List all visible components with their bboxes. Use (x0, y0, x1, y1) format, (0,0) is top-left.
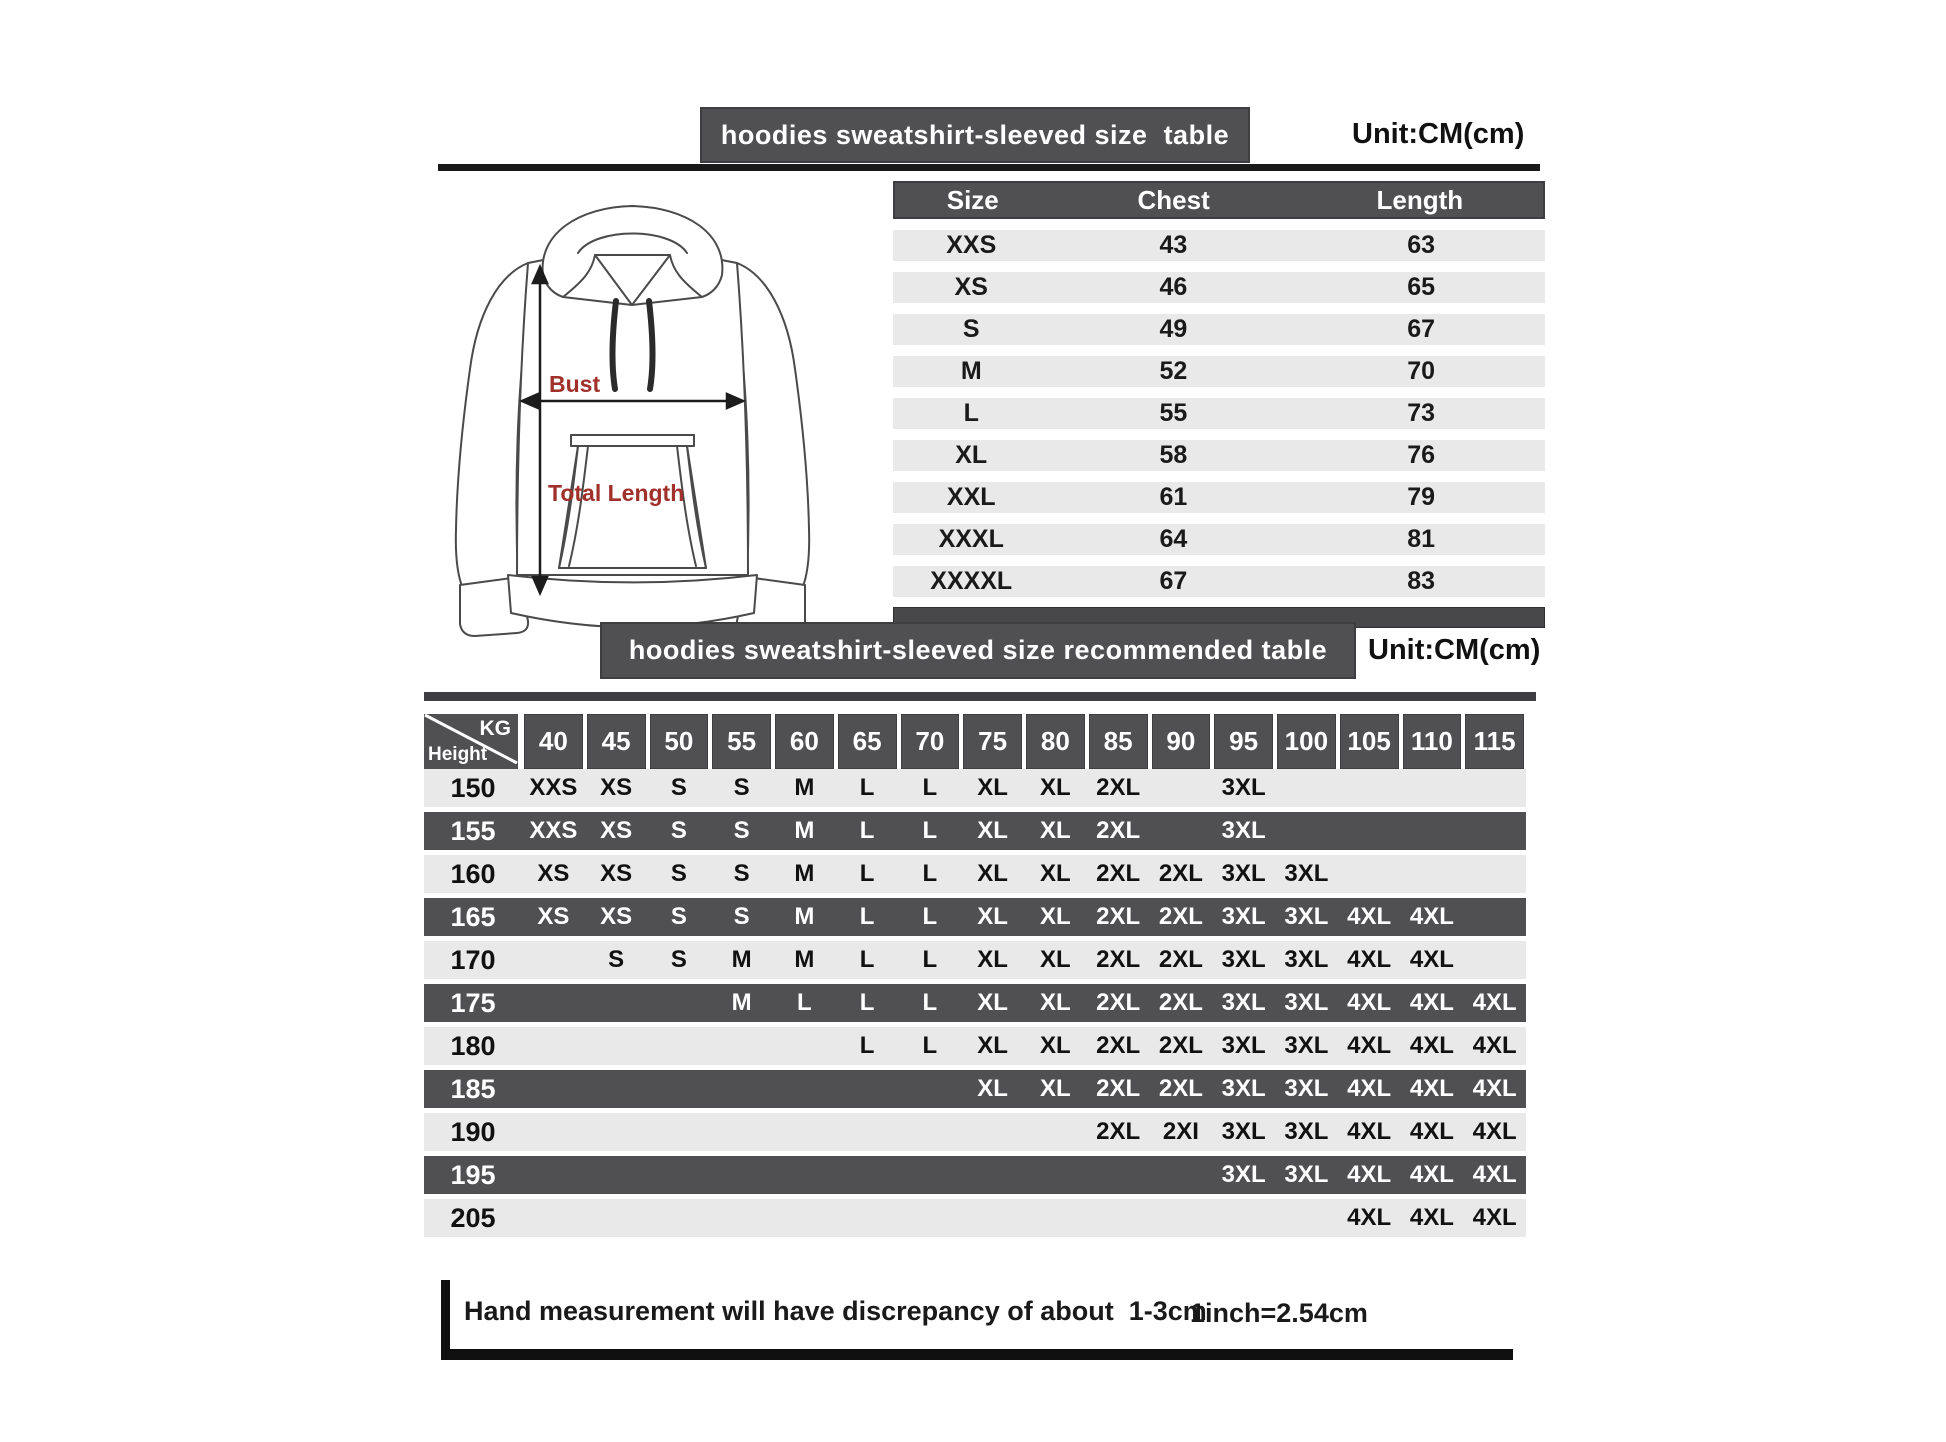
matrix-size-cell: S (733, 817, 750, 844)
hoodie-pocket (571, 435, 694, 446)
matrix-size-cell: XL (977, 1032, 1008, 1059)
hoodie-drawstring-right (649, 301, 653, 389)
weight-header-cell: 50 (650, 714, 709, 769)
matrix-size-cell: 2XL (1096, 860, 1141, 887)
matrix-size-cell: XS (600, 817, 633, 844)
matrix-size-cell: 4XL (1409, 1204, 1454, 1231)
matrix-size-cell: L (859, 817, 875, 844)
matrix-row (424, 1199, 1526, 1237)
size-table-unit-label: Unit:CM(cm) (1352, 118, 1525, 150)
length-cell: 65 (1407, 273, 1435, 301)
weight-header-cell: 70 (901, 714, 960, 769)
matrix-size-cell: 3XL (1284, 989, 1329, 1016)
length-cell: 67 (1407, 315, 1435, 343)
weight-header-cell: 90 (1152, 714, 1211, 769)
weight-header-cell: 55 (712, 714, 771, 769)
size-cell: S (962, 315, 980, 343)
divider-line-top (438, 164, 1540, 171)
matrix-size-cell: 4XL (1472, 1161, 1517, 1188)
matrix-row (424, 941, 1526, 979)
length-cell: 73 (1407, 399, 1435, 427)
matrix-size-cell: 4XL (1347, 1118, 1392, 1145)
matrix-size-cell: XL (1040, 860, 1071, 887)
matrix-size-cell: S (670, 860, 687, 887)
matrix-size-cell: 2XL (1158, 903, 1203, 930)
height-label: 190 (450, 1116, 496, 1147)
matrix-size-cell: S (733, 860, 750, 887)
hoodie-drawstring-left (612, 301, 616, 389)
matrix-size-cell: XL (1040, 817, 1071, 844)
size-table (893, 181, 1545, 628)
matrix-size-cell: 2XL (1158, 1075, 1203, 1102)
matrix-size-cell: M (731, 989, 752, 1016)
matrix-size-cell: 3XL (1284, 1161, 1329, 1188)
size-cell: XL (955, 441, 988, 469)
matrix-size-cell: 3XL (1221, 946, 1266, 973)
matrix-size-cell: XS (600, 774, 633, 801)
matrix-size-cell: S (733, 903, 750, 930)
hoodie-body (517, 252, 748, 575)
weight-header-cell: 65 (838, 714, 897, 769)
size-cell: L (963, 399, 979, 427)
matrix-size-cell: M (794, 817, 815, 844)
matrix-size-cell: M (794, 774, 815, 801)
size-table-row (893, 566, 1545, 597)
matrix-size-cell: M (794, 903, 815, 930)
matrix-size-cell: L (922, 817, 938, 844)
matrix-row (424, 812, 1526, 850)
size-table-header-size: Size (946, 184, 999, 215)
matrix-size-cell: XL (1040, 989, 1071, 1016)
matrix-size-cell: 3XL (1284, 946, 1329, 973)
chest-cell: 43 (1159, 231, 1188, 259)
height-label: 170 (450, 944, 496, 975)
matrix-size-cell: 2XL (1096, 817, 1141, 844)
matrix-size-cell: 2XL (1096, 1075, 1141, 1102)
weight-header-cell: 45 (587, 714, 646, 769)
matrix-size-cell: 4XL (1472, 1118, 1517, 1145)
matrix-size-cell: 2XL (1096, 774, 1141, 801)
matrix-size-cell: XXS (529, 817, 578, 844)
matrix-size-cell: 3XL (1221, 860, 1266, 887)
recommended-table-unit-label: Unit:CM(cm) (1368, 634, 1541, 666)
weight-header-cell: 85 (1089, 714, 1148, 769)
matrix-size-cell: 4XL (1347, 1204, 1392, 1231)
chest-cell: 49 (1159, 315, 1188, 343)
matrix-size-cell: XS (600, 860, 633, 887)
matrix-size-cell: M (794, 860, 815, 887)
height-label: 175 (450, 987, 496, 1018)
size-cell: XS (954, 273, 988, 301)
size-table-header-length: Length (1376, 184, 1464, 215)
matrix-size-cell: XS (537, 903, 570, 930)
matrix-size-cell: 2XL (1096, 946, 1141, 973)
matrix-row (424, 1027, 1526, 1065)
weight-header-cell: 115 (1465, 714, 1524, 769)
matrix-corner-cell (424, 714, 518, 769)
matrix-size-cell: L (922, 903, 938, 930)
matrix-size-cell: XL (977, 946, 1008, 973)
size-table-row (893, 272, 1545, 303)
matrix-row (424, 984, 1526, 1022)
height-label: 185 (450, 1073, 496, 1104)
matrix-size-cell: XXS (529, 774, 578, 801)
size-cell: XXXL (938, 525, 1004, 553)
height-label: 165 (450, 901, 496, 932)
matrix-size-cell: 4XL (1409, 946, 1454, 973)
matrix-size-cell: 2XI (1162, 1118, 1199, 1145)
recommended-size-matrix (424, 714, 1526, 1237)
height-label: 155 (450, 815, 496, 846)
size-cell: XXXXL (930, 567, 1013, 595)
matrix-size-cell: 2XL (1096, 989, 1141, 1016)
matrix-size-cell: L (859, 903, 875, 930)
matrix-size-cell: XL (977, 817, 1008, 844)
weight-header-cell: 110 (1403, 714, 1462, 769)
matrix-row (424, 769, 1526, 807)
size-table-row (893, 440, 1545, 471)
matrix-size-cell: 2XL (1158, 1032, 1203, 1059)
matrix-size-cell: XL (977, 774, 1008, 801)
matrix-body (424, 769, 1526, 1237)
matrix-size-cell: S (670, 903, 687, 930)
matrix-size-cell: 4XL (1409, 1118, 1454, 1145)
matrix-size-cell: 3XL (1221, 1118, 1266, 1145)
matrix-size-cell: 3XL (1221, 1032, 1266, 1059)
matrix-size-cell: XL (977, 1075, 1008, 1102)
weight-header-cell: 75 (963, 714, 1022, 769)
recommended-table-title-bar (600, 622, 1356, 679)
corner-kg-label: KG (479, 717, 511, 740)
matrix-size-cell: 4XL (1472, 1075, 1517, 1102)
matrix-size-cell: 2XL (1096, 1118, 1141, 1145)
weight-header-cell: 100 (1277, 714, 1336, 769)
matrix-size-cell: L (922, 860, 938, 887)
matrix-size-cell: XL (977, 989, 1008, 1016)
matrix-size-cell: 3XL (1284, 1032, 1329, 1059)
matrix-size-cell: 2XL (1096, 903, 1141, 930)
size-table-title: hoodies sweatshirt-sleeved size table (720, 119, 1230, 150)
recommended-table-title: hoodies sweatshirt-sleeved size recommended table (628, 635, 1328, 665)
length-cell: 81 (1407, 525, 1435, 553)
matrix-size-cell: 4XL (1347, 1161, 1392, 1188)
matrix-size-cell: XL (1040, 1075, 1071, 1102)
chest-cell: 46 (1159, 273, 1188, 301)
matrix-row (424, 1113, 1526, 1151)
matrix-header-row (424, 714, 1526, 764)
matrix-size-cell: 4XL (1347, 946, 1392, 973)
matrix-size-cell: 4XL (1472, 1032, 1517, 1059)
matrix-size-cell: XL (1040, 774, 1071, 801)
matrix-size-cell: L (922, 946, 938, 973)
matrix-row (424, 898, 1526, 936)
note-underline-bar (441, 1349, 1513, 1360)
matrix-size-cell: XL (1040, 1032, 1071, 1059)
total-length-label: Total Length (548, 480, 685, 506)
matrix-row (424, 1070, 1526, 1108)
length-cell: 83 (1407, 567, 1435, 595)
matrix-size-cell: L (922, 1032, 938, 1059)
matrix-size-cell: 3XL (1221, 1075, 1266, 1102)
matrix-size-cell: 3XL (1221, 817, 1266, 844)
matrix-size-cell: 4XL (1347, 1075, 1392, 1102)
matrix-size-cell: S (670, 774, 687, 801)
matrix-size-cell: 2XL (1158, 946, 1203, 973)
matrix-size-cell: L (859, 774, 875, 801)
matrix-size-cell: XS (600, 903, 633, 930)
matrix-size-cell: L (922, 989, 938, 1016)
matrix-size-cell: 3XL (1284, 1075, 1329, 1102)
matrix-size-cell: XL (977, 903, 1008, 930)
matrix-size-cell: L (859, 946, 875, 973)
matrix-size-cell: 4XL (1347, 1032, 1392, 1059)
matrix-size-cell: 4XL (1409, 903, 1454, 930)
matrix-size-cell: M (731, 946, 752, 973)
matrix-size-cell: 3XL (1221, 1161, 1266, 1188)
matrix-row (424, 1156, 1526, 1194)
matrix-size-cell: M (794, 946, 815, 973)
size-cell: XXL (946, 483, 996, 511)
bust-label: Bust (549, 371, 601, 397)
matrix-size-cell: 3XL (1284, 1118, 1329, 1145)
size-table-row (893, 524, 1545, 555)
matrix-size-cell: L (922, 774, 938, 801)
weight-header-cell: 95 (1214, 714, 1273, 769)
matrix-size-cell: L (859, 1032, 875, 1059)
matrix-row (424, 855, 1526, 893)
size-table-body (893, 230, 1545, 597)
matrix-size-cell: 2XL (1096, 1032, 1141, 1059)
matrix-size-cell: 4XL (1409, 989, 1454, 1016)
matrix-size-cell: 4XL (1409, 1075, 1454, 1102)
length-cell: 79 (1407, 483, 1435, 511)
matrix-size-cell: XL (977, 860, 1008, 887)
length-cell: 76 (1407, 441, 1435, 469)
matrix-size-cell: XL (1040, 946, 1071, 973)
size-cell: M (960, 357, 982, 385)
matrix-size-cell: 4XL (1409, 1032, 1454, 1059)
size-table-row (893, 314, 1545, 345)
size-table-header (893, 181, 1545, 219)
matrix-size-cell: 4XL (1409, 1161, 1454, 1188)
matrix-size-cell: S (670, 946, 687, 973)
matrix-size-cell: S (670, 817, 687, 844)
hoodie-line-art (430, 183, 835, 641)
size-table-row (893, 356, 1545, 387)
matrix-size-cell: S (608, 946, 625, 973)
chest-cell: 64 (1159, 525, 1188, 553)
chest-cell: 52 (1159, 357, 1188, 385)
weight-header-cell: 40 (524, 714, 583, 769)
matrix-size-cell: S (733, 774, 750, 801)
corner-height-label: Height (428, 744, 488, 765)
weight-header-cell: 80 (1026, 714, 1085, 769)
divider-line-middle (424, 692, 1536, 701)
size-cell: XXS (946, 231, 997, 259)
matrix-size-cell: 3XL (1221, 903, 1266, 930)
matrix-size-cell: 3XL (1284, 860, 1329, 887)
size-table-title-bar (700, 107, 1250, 163)
matrix-size-cell: XS (537, 860, 570, 887)
height-label: 195 (450, 1159, 496, 1190)
length-cell: 70 (1407, 357, 1435, 385)
matrix-size-cell: L (859, 989, 875, 1016)
chest-cell: 67 (1159, 567, 1188, 595)
height-label: 180 (450, 1030, 496, 1061)
chest-cell: 55 (1159, 399, 1188, 427)
chest-cell: 58 (1159, 441, 1188, 469)
size-table-row (893, 482, 1545, 513)
height-label: 205 (450, 1202, 496, 1233)
hoodie-measurement-diagram (430, 183, 835, 641)
length-cell: 63 (1407, 231, 1435, 259)
weight-header-cell: 105 (1340, 714, 1399, 769)
weight-header-cell: 60 (775, 714, 834, 769)
matrix-size-cell: 4XL (1472, 1204, 1517, 1231)
inch-conversion: 1inch=2.54cm (1190, 1298, 1368, 1328)
size-table-row (893, 398, 1545, 429)
matrix-size-cell: 2XL (1158, 989, 1203, 1016)
matrix-size-cell: 3XL (1221, 989, 1266, 1016)
matrix-size-cell: 4XL (1347, 989, 1392, 1016)
height-label: 150 (450, 772, 496, 803)
matrix-size-cell: XL (1040, 903, 1071, 930)
note-left-bar (441, 1280, 450, 1358)
measurement-note: Hand measurement will have discrepancy of about 1-3cm (464, 1296, 1207, 1326)
matrix-size-cell: L (797, 989, 812, 1016)
chest-cell: 61 (1159, 483, 1188, 511)
size-table-row (893, 230, 1545, 261)
matrix-size-cell: 4XL (1472, 989, 1517, 1016)
height-label: 160 (450, 858, 496, 889)
matrix-size-cell: 3XL (1284, 903, 1329, 930)
matrix-size-cell: 3XL (1221, 774, 1266, 801)
matrix-size-cell: L (859, 860, 875, 887)
matrix-size-cell: 2XL (1158, 860, 1203, 887)
matrix-size-cell: 4XL (1347, 903, 1392, 930)
size-table-header-chest: Chest (1137, 184, 1210, 215)
